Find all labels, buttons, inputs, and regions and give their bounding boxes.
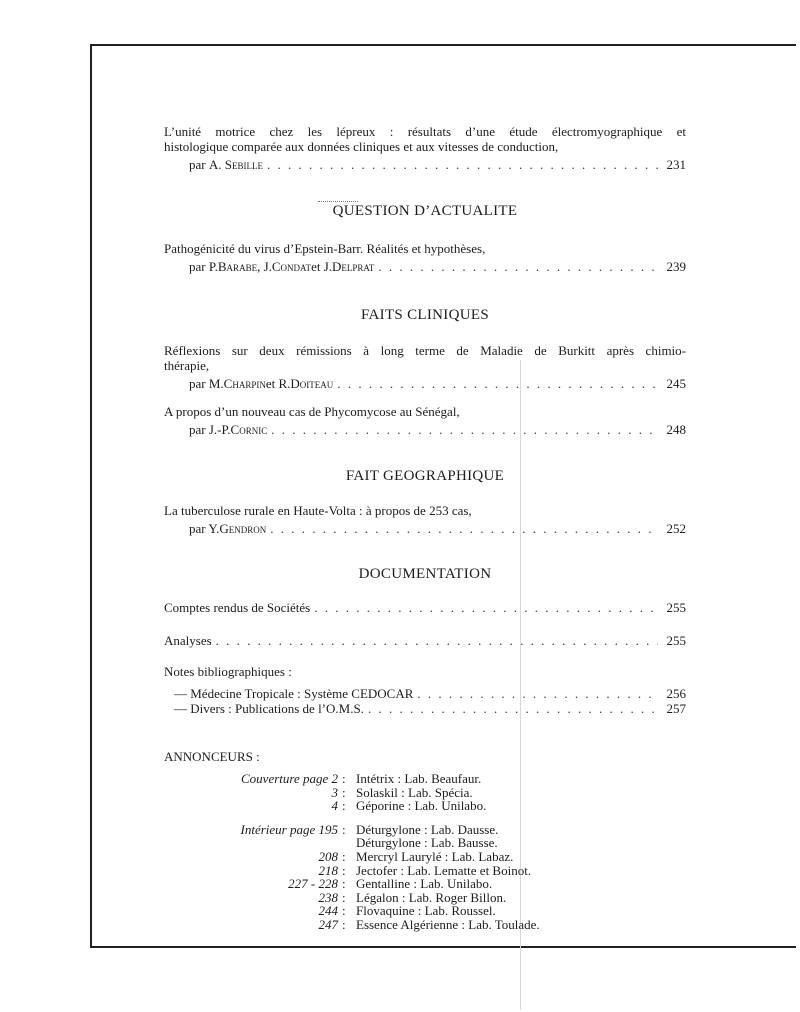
annonceurs-title: ANNONCEURS :: [164, 749, 260, 764]
section-heading-faits-cliniques: FAITS CLINIQUES: [361, 307, 489, 323]
annonceur-page: 218: [318, 862, 338, 878]
annonceur-row: 4 : Géporine : Lab. Unilabo.: [222, 799, 540, 813]
doc-label: Analyses: [164, 633, 212, 648]
doc-analyses: [164, 633, 686, 648]
doc-notes-bibliographiques: [164, 664, 686, 716]
entry-author-row: [164, 376, 686, 391]
dot-leader: [314, 600, 658, 615]
annonceur-page: 247: [318, 916, 338, 932]
annonceur-page: 3: [331, 784, 338, 800]
annonceur-page: 227 - 228: [288, 876, 338, 892]
annonceur-value: Déturgylone : Lab. Dausse.: [356, 821, 499, 837]
author-prefix: par J.-P.: [189, 422, 231, 437]
entry-title-line: La tuberculose rurale en Haute-Volta : à propos de 253 cas,: [164, 503, 472, 518]
author-prefix: par P.: [189, 259, 218, 274]
page-number: 255: [666, 633, 686, 648]
author-name: Gendron: [219, 521, 267, 536]
annonceur-page: 4: [331, 798, 338, 814]
dot-leader: [417, 686, 658, 701]
doc-row: [164, 686, 686, 701]
dot-leader: [271, 422, 658, 437]
toc-entry-charpin: [164, 343, 686, 391]
author-sep: et J.: [311, 259, 333, 274]
section-heading-question: QUESTION D’ACTUALITE: [332, 203, 518, 219]
doc-label: Comptes rendus de Sociétés: [164, 600, 311, 615]
annonceur-row: 227 - 228 : Gentalline : Lab. Unilabo.: [222, 877, 540, 891]
page-number: 255: [666, 600, 686, 615]
page-number: 252: [666, 521, 686, 536]
annonceur-row: 247 : Essence Algérienne : Lab. Toulade.: [222, 918, 540, 932]
annonceur-value: Jectofer : Lab. Lematte et Boinot.: [356, 862, 532, 878]
dot-leader: [337, 376, 658, 391]
entry-title-line: A propos d’un nouveau cas de Phycomycose au Sénégal,: [164, 404, 460, 419]
dot-leader: [378, 259, 658, 274]
annonceur-row: 238 : Légalon : Lab. Roger Billon.: [222, 891, 540, 905]
annonceur-row: 3 : Solaskil : Lab. Spécia.: [222, 786, 540, 800]
annonceur-value: Gentalline : Lab. Unilabo.: [356, 876, 493, 892]
doc-row: [164, 600, 686, 615]
dot-leader: [267, 157, 658, 172]
dot-leader: [368, 701, 658, 716]
annonceur-value: Mercryl Laurylé : Lab. Labaz.: [356, 848, 514, 864]
entry-title-line: thérapie,: [164, 358, 210, 373]
author-sep: et R.: [265, 376, 291, 391]
entry-title-line: L’unité motrice chez les lépreux : résultats d’une étude électromyographique et: [164, 124, 686, 139]
author-sep: , J.: [257, 259, 272, 274]
annonceur-page: Intérieur page 195: [240, 821, 338, 837]
author-name: Delprat: [332, 259, 375, 274]
annonceur-value: Légalon : Lab. Roger Billon.: [356, 889, 507, 905]
annonceur-page: [222, 836, 342, 850]
annonceur-page: 208: [318, 848, 338, 864]
entry-author-row: [164, 259, 686, 274]
entry-title-line: Réflexions sur deux rémissions à long terme de Maladie de Burkitt après chimio-: [164, 343, 686, 358]
dot-leader: [216, 633, 658, 648]
toc-entry-cornic: [164, 404, 686, 437]
annonceur-value: Solaskil : Lab. Spécia.: [356, 784, 473, 800]
author-name: Charpin: [223, 376, 266, 391]
doc-row: [164, 633, 686, 648]
page-number: 239: [666, 259, 686, 274]
annonceur-row: Intérieur page 195 : Déturgylone : Lab. Dausse.: [222, 823, 540, 837]
doc-label: — Médecine Tropicale : Système CEDOCAR: [174, 686, 414, 701]
author-name: Cornic: [230, 422, 268, 437]
toc-entry-barabe: [164, 241, 686, 274]
annonceurs-table: [222, 772, 540, 932]
annonceur-value: Flovaquine : Lab. Roussel.: [356, 903, 496, 919]
author-prefix: par M.: [189, 376, 224, 391]
page-number: 231: [666, 157, 686, 172]
author-name: Condat: [271, 259, 312, 274]
page-number: 248: [666, 422, 686, 437]
doc-row: [164, 701, 686, 716]
annonceur-row: 218 : Jectofer : Lab. Lematte et Boinot.: [222, 864, 540, 878]
annonceur-value: Essence Algérienne : Lab. Toulade.: [356, 916, 540, 932]
annonceur-page: 244: [318, 903, 338, 919]
annonceur-row: Couverture page 2 : Intétrix : Lab. Beaufaur.: [222, 772, 540, 786]
section-heading-fait-geographique: FAIT GEOGRAPHIQUE: [345, 468, 505, 484]
page-number: 257: [666, 701, 686, 716]
doc-comptes-rendus: [164, 600, 686, 615]
annonceur-value: Déturgylone : Lab. Bausse.: [356, 835, 498, 851]
dot-leader: [270, 521, 658, 536]
section-heading-documentation: DOCUMENTATION: [358, 566, 492, 582]
entry-author-row: [164, 521, 686, 536]
annonceur-page: 238: [318, 889, 338, 905]
annonceur-row: 208 : Mercryl Laurylé : Lab. Labaz.: [222, 850, 540, 864]
entry-title-line: histologique comparée aux données cliniques et aux vitesses de conduction,: [164, 139, 559, 154]
entry-author-row: [164, 422, 686, 437]
author-name: A. Sebille: [208, 157, 263, 172]
entry-title-line: Pathogénicité du virus d’Epstein-Barr. Réalités et hypothèses,: [164, 241, 486, 256]
toc-entry-sebille: [164, 124, 686, 172]
page-number: 245: [666, 376, 686, 391]
annonceur-value: Intétrix : Lab. Beaufaur.: [356, 771, 482, 786]
annonceur-row: [222, 836, 540, 850]
annonceur-row: 244 : Flovaquine : Lab. Roussel.: [222, 904, 540, 918]
author-prefix: par Y.: [189, 521, 220, 536]
author-name: Barabe: [217, 259, 258, 274]
par-label: par: [189, 157, 206, 172]
annonceur-value: Géporine : Lab. Unilabo.: [356, 798, 487, 814]
entry-author-row: [164, 157, 686, 172]
doc-label: Notes bibliographiques :: [164, 664, 292, 679]
annonceur-page: Couverture page 2: [241, 771, 338, 786]
page-number: 256: [666, 686, 686, 701]
author-name: Doiteau: [290, 376, 334, 391]
toc-entry-gendron: [164, 503, 686, 536]
doc-label: — Divers : Publications de l’O.M.S.: [174, 701, 364, 716]
ink-mark: [318, 195, 358, 202]
